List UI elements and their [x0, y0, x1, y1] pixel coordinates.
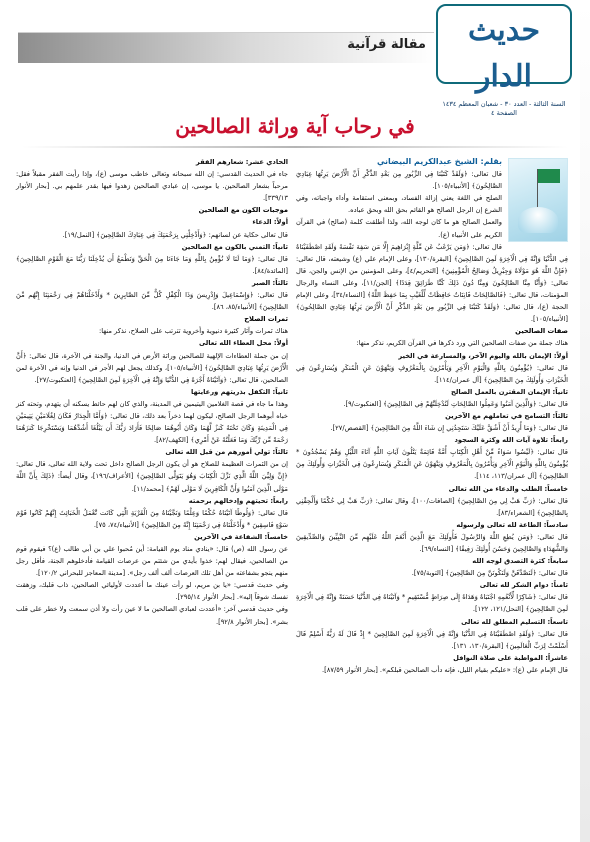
- paragraph: قال الإمام علي (ع): «عليكم بقيام الليل، فإنه دأب الصالحين قبلكم». [بحار الأنوار ٨٧/٥٩].: [322, 665, 568, 674]
- sub-heading: ثالثاً: التسامح في تعاملهم مع الآخرين: [445, 411, 568, 420]
- paragraph: هناك جملة من صفات الصالحين التي ورد ذكرها في القرآن الكريم، نذكر منها:: [356, 339, 568, 348]
- paragraph: قال تعالى: ﴿يُؤْمِنُونَ بِاللَّهِ وَالْيَوْمِ الْآخِرِ وَيَأْمُرُونَ بِالْمَعْرُوفِ وَيَنْهَوْنَ عَنِ الْمُنكَرِ وَيُسَارِعُونَ فِي الْخَيْرَاتِ وَأُولَئِكَ مِنَ الصَّالِحِينَ﴾ [آل عمران/١١٤].: [296, 363, 568, 384]
- paragraph: قال تعالى: ﴿وَمَن يَرْغَبُ عَن مِّلَّةِ إِبْرَاهِيمَ إِلَّا مَن سَفِهَ نَفْسَهُ وَلَقَدِ اصْطَفَيْنَاهُ فِي الدُّنْيَا وَإِنَّهُ فِي الْآخِرَةِ لَمِنَ الصَّالِحِينَ﴾ [البقرة/١٣٠]، وعلى الإمام علي (ع) وشيعته، قال تعالى: ﴿فَإِنَّ اللَّهَ هُوَ مَوْلَاهُ وَجِبْرِيلُ وَصَالِحُ الْمُؤْمِنِينَ﴾ [التحريم/٤]، وعلى المؤمنين من الإنس والجن، قال تعالى: ﴿وَأَنَّا مِنَّا الصَّالِحُونَ وَمِنَّا دُونَ ذَلِكَ كُنَّا طَرَائِقَ قِدَدًا﴾ [الجن/١١]، وعلى النساء والرجال المؤمنات، قال تعالى: ﴿فَالصَّالِحَاتُ قَانِتَاتٌ حَافِظَاتٌ لِّلْغَيْبِ بِمَا حَفِظَ اللَّهُ﴾ [النساء/٣٤]، وعلى الإمام الحجة (ع)، قال تعالى: ﴿وَلَقَدْ كَتَبْنَا فِي الزَّبُورِ مِن بَعْدِ الذِّكْرِ أَنَّ الْأَرْضَ يَرِثُهَا عِبَادِيَ الصَّالِحُونَ﴾ [الأنبياء/١٠٥].: [296, 242, 568, 324]
- paragraph: إن من الثمرات العظيمة للصلاح هو أن يكون الرجل الصالح داخل تحت ولاية الله تعالى، قال تعالى: ﴿إِنَّ وَلِيِّيَ اللَّهُ الَّذِي نَزَّلَ الْكِتَابَ وَهُوَ يَتَوَلَّى الصَّالِحِينَ﴾ [الأعراف/١٩٦]، وقال أيضاً: ﴿ذَلِكَ بِأَنَّ اللَّهَ مَوْلَى الَّذِينَ آمَنُوا وَأَنَّ الْكَافِرِينَ لَا مَوْلَى لَهُمْ﴾ [محمد/١١].: [16, 460, 289, 493]
- sub-heading: ثالثاً: الصبر: [251, 278, 288, 287]
- paragraph: والعمل الصالح هو ما كان لوجه الله، ولذا أطلقت كلمة (صالح) في القرآن الكريم على الأنبياء (ع).: [296, 218, 502, 239]
- sub-heading: رابعاً: تلاوة آيات الله وكثرة السجود: [454, 436, 568, 445]
- paragraph: قال تعالى: ﴿وَمَا لَنَا لَا نُؤْمِنُ بِاللَّهِ وَمَا جَاءَنَا مِنَ الْحَقِّ وَنَطْمَعُ أَن يُدْخِلَنَا رَبُّنَا مَعَ الْقَوْمِ الصَّالِحِينَ﴾ [المائدة/٨٤].: [16, 254, 288, 275]
- sub-heading: ثانياً: التمني بالكون مع الصالحين: [181, 242, 288, 251]
- paragraph: قال تعالى: ﴿رَبِّ هَبْ لِي مِنَ الصَّالِحِينَ﴾ [الصافات/١٠٠]، وقال تعالى: ﴿رَبِّ هَبْ لِي حُكْمًا وَأَلْحِقْنِي بِالصَّالِحِينَ﴾ [الشعراء/٨٣].: [296, 496, 568, 517]
- paragraph: قال تعالى: ﴿شَاكِرًا لِّأَنْعُمِهِ اجْتَبَاهُ وَهَدَاهُ إِلَى صِرَاطٍ مُّسْتَقِيمٍ * وَآتَيْنَاهُ فِي الدُّنْيَا حَسَنَةً وَإِنَّهُ فِي الْآخِرَةِ لَمِنَ الصَّالِحِينَ﴾ [النحل/١٢١، ١٢٢].: [296, 593, 568, 614]
- dome-icon: [518, 207, 558, 233]
- sub-heading: أولاً: الدعاء: [252, 218, 288, 227]
- issue-line: السنة الثالثة - العدد ٣٠ - شعبان المعظم ١٤٣٤: [442, 100, 566, 108]
- sub-heading: أولاً: الإيمان بالله واليوم الآخر، والمسارعة في الخير: [398, 351, 568, 360]
- article-column-left: [16, 156, 288, 836]
- paragraph: قال تعالى: ﴿وَلُوطًا آتَيْنَاهُ حُكْمًا وَعِلْمًا وَنَجَّيْنَاهُ مِنَ الْقَرْيَةِ الَّتِي كَانَت تَّعْمَلُ الْخَبَائِثَ إِنَّهُمْ كَانُوا قَوْمَ سَوْءٍ فَاسِقِينَ * وَأَدْخَلْنَاهُ فِي رَحْمَتِنَا إِنَّهُ مِنَ الصَّالِحِينَ﴾ [الأنبياء/٧٤، ٧٥].: [16, 508, 288, 529]
- sub-heading: خامساً: الشفاعة في الآخرين: [194, 532, 288, 541]
- sub-heading: ثانياً: الإيمان المقترن بالعمل الصالح: [451, 387, 568, 396]
- paragraph: إن من جملة العطاءات الإلهية للصالحين وراثة الأرض في الدنيا، والجنة في الآخرة، قال تعالى: ﴿أَنَّ الْأَرْضَ يَرِثُهَا عِبَادِيَ الصَّالِحُونَ﴾ [الأنبياء/١٠٥]، وكذلك يجعل لهم الأجر في الدنيا وإنه في الآخرة لمن الصالحين، قال تعالى: ﴿وَآتَيْنَاهُ أَجْرَهُ فِي الدُّنْيَا وَإِنَّهُ فِي الْآخِرَةِ لَمِنَ الصَّالِحِينَ﴾ [العنكبوت/٢٧].: [16, 351, 288, 384]
- section-heading: ثمرات الصلاح: [244, 315, 288, 324]
- green-flag-icon: [538, 169, 560, 183]
- paragraph: قال تعالى حكاية عن لسانهم: ﴿وَأَدْخِلْنِي بِرَحْمَتِكَ فِي عِبَادِكَ الصَّالِحِينَ﴾ [النمل/١٩].: [62, 230, 288, 239]
- paragraph: هناك ثمرات وآثار كثيرة دنيوية وأخروية تترتب على الصلاح، نذكر منها:: [98, 327, 288, 336]
- paragraph: جاء في الحديث القدسي: إن الله سبحانه وتعالى خاطب موسى (ع)، وإذا رأيت الفقر مقبلاً فقل: مرحباً بشعار الصالحين. يا موسى، إن عبادي الصالحين زهدوا فيها بقدر علمهم بي. [بحار الأنوار ٣٣٩/١٣].: [16, 170, 288, 203]
- left-column-text: [16, 156, 288, 628]
- sub-heading: ثامناً: دوام الشكر لله تعالى: [479, 581, 568, 590]
- sub-heading: عاشراً: المواظبة على صلاة النوافل: [453, 653, 568, 662]
- sub-heading: سابعاً: كثرة التصدق لوجه الله: [472, 557, 568, 566]
- masthead-logo-box: [436, 4, 572, 117]
- page-number: الصفحة ٤: [491, 109, 517, 117]
- sub-heading: ثانياً: التكفل بذريتهم ورعايتها: [190, 387, 288, 396]
- paragraph: قال تعالى: ﴿لَيْسُوا سَوَاءً مِّنْ أَهْلِ الْكِتَابِ أُمَّةٌ قَائِمَةٌ يَتْلُونَ آيَاتِ اللَّهِ آنَاءَ اللَّيْلِ وَهُمْ يَسْجُدُونَ * يُؤْمِنُونَ بِاللَّهِ وَالْيَوْمِ الْآخِرِ وَيَأْمُرُونَ بِالْمَعْرُوفِ وَيَنْهَوْنَ عَنِ الْمُنكَرِ وَيُسَارِعُونَ فِي الْخَيْرَاتِ وَأُولَئِكَ مِنَ الصَّالِحِينَ﴾ [آل عمران/١١٣، ١١٤].: [296, 448, 568, 481]
- paragraph: قال تعالى: ﴿وَمَا أُرِيدُ أَنْ أَشُقَّ عَلَيْكَ سَتَجِدُنِي إِن شَاءَ اللَّهُ مِنَ الصَّالِحِينَ﴾ [القصص/٢٧].: [330, 424, 568, 433]
- section-label: مقالة قرآنية: [347, 37, 426, 52]
- sub-heading: ثالثاً: تولي أمورهم من قبل الله تعالى: [165, 448, 288, 457]
- sub-heading: سادساً: الطاعة لله تعالى ولرسوله: [456, 520, 568, 529]
- sub-heading: أولاً: محل العطاء الله تعالى: [198, 339, 288, 348]
- author-byline: بقلم: الشيخ عبدالكريم البيضاني: [376, 157, 502, 166]
- paragraph: قال تعالى: ﴿وَمَن يُطِعِ اللَّهَ وَالرَّسُولَ فَأُولَئِكَ مَعَ الَّذِينَ أَنْعَمَ اللَّهُ عَلَيْهِم مِّنَ النَّبِيِّينَ وَالصِّدِّيقِينَ وَالشُّهَدَاءِ وَالصَّالِحِينَ وَحَسُنَ أُولَئِكَ رَفِيقًا﴾ [النساء/٦٩].: [296, 532, 568, 553]
- paragraph: قال تعالى: ﴿وَلَقَدِ اصْطَفَيْنَاهُ فِي الدُّنْيَا وَإِنَّهُ فِي الْآخِرَةِ لَمِنَ الصَّالِحِينَ * إِذْ قَالَ لَهُ رَبُّهُ أَسْلِمْ قَالَ أَسْلَمْتُ لِرَبِّ الْعَالَمِينَ﴾ [البقرة/١٣٠، ١٣١].: [296, 629, 568, 650]
- paragraph: قال تعالى: ﴿وَإِسْمَاعِيلَ وَإِدْرِيسَ وَذَا الْكِفْلِ كُلٌّ مِّنَ الصَّابِرِينَ * وَأَدْخَلْنَاهُمْ فِي رَحْمَتِنَا إِنَّهُم مِّنَ الصَّالِحِينَ﴾ [الأنبياء/٨٥، ٨٦].: [16, 291, 288, 312]
- paragraph: وهذا ما جاء في قصة الغلامين اليتيمين في المدينة، والذي كان لهم حائط يسكنه أن يتهدم، وتحته كنز خباه أبوهما الرجل الصالح، ليكون لهما ذخراً بعد ذلك، قال تعالى: ﴿وَأَمَّا الْجِدَارُ فَكَانَ لِغُلَامَيْنِ يَتِيمَيْنِ فِي الْمَدِينَةِ وَكَانَ تَحْتَهُ كَنزٌ لَّهُمَا وَكَانَ أَبُوهُمَا صَالِحًا فَأَرَادَ رَبُّكَ أَن يَبْلُغَا أَشُدَّهُمَا وَيَسْتَخْرِجَا كَنزَهُمَا رَحْمَةً مِّن رَّبِّكَ وَمَا فَعَلْتُهُ عَنْ أَمْرِي﴾ [الكهف/٨٢].: [16, 399, 288, 445]
- sub-heading: تاسعاً: التسليم المطلق لله تعالى: [461, 617, 568, 626]
- paragraph: وفي حديث قدسي آخر: «أعددت لعبادي الصالحين ما لا عين رأت ولا أذن سمعت ولا خطر على قلب بشر». [بحار الأنوار ٩٢/٨].: [16, 605, 288, 626]
- paragraph: قال تعالى: ﴿لَنَصَّدَّقَنَّ وَلَنَكُونَنَّ مِنَ الصَّالِحِينَ﴾ [التوبة/٧٥].: [411, 569, 568, 578]
- section-heading: موجبات الكون مع الصالحين: [198, 206, 288, 215]
- paragraph: قال تعالى: ﴿وَلَقَدْ كَتَبْنَا فِي الزَّبُورِ مِن بَعْدِ الذِّكْرِ أَنَّ الْأَرْضَ يَرِثُهَا عِبَادِيَ الصَّالِحُونَ﴾ [الأنبياء/١٠٥].: [296, 170, 502, 191]
- paragraph: وفي حديث قدسي: «يا بن مريم، لو رأت عينك ما أعددت لأوليائي الصالحين، ذاب قلبك، وزهقت نفسك شوقاً إليه». [بحار الأنوار ٢٩٥/١٤].: [16, 581, 288, 602]
- sub-heading: رابعاً: تحيتهم وإدخالهم برحمته: [188, 496, 288, 505]
- paragraph: الصلح في اللغة يعني إزالة الفساد، وبمعنى استقامة وأداء واجباته، وفي الشرع إن الرجل الصالح هو القائم بحق الله وبحق عباده.: [296, 194, 502, 215]
- magazine-logo: حديث الدار: [467, 13, 541, 94]
- section-bar: [18, 32, 434, 63]
- article-title: في رحاب آية وراثة الصالحين: [175, 114, 415, 138]
- section-heading: صفات الصالحين: [515, 327, 568, 336]
- sub-heading: الحادي عشر: شعارهم الفقر: [195, 158, 288, 166]
- paragraph: قال تعالى: ﴿وَالَّذِينَ آمَنُوا وَعَمِلُوا الصَّالِحَاتِ لَنُدْخِلَنَّهُمْ فِي الصَّالِحِينَ﴾ [العنكبوت/٩].: [343, 399, 568, 408]
- sub-heading: خامساً: الطلب والدعاء من الله تعالى: [448, 484, 568, 493]
- article-column-right: [296, 156, 568, 836]
- shrine-flag-image: [508, 158, 568, 242]
- paragraph: عن رسول الله (ص) قال: «ينادي مناد يوم القيامة: أين مُحبوا علي بن أبي طالب (ع)؟ فيقوم قوم من الصالحين، فيقال لهم: خذوا بأيدي من شئتم من عرصات القيامة فأدخلوهم الجنة، فأقل رجل منهم ينجو بشفاعته من أهل تلك العرصات ألف ألف رجل». [مدينة المعاجز للبحراني ١٢٠/٢].: [16, 545, 288, 578]
- title-divider: [22, 146, 568, 148]
